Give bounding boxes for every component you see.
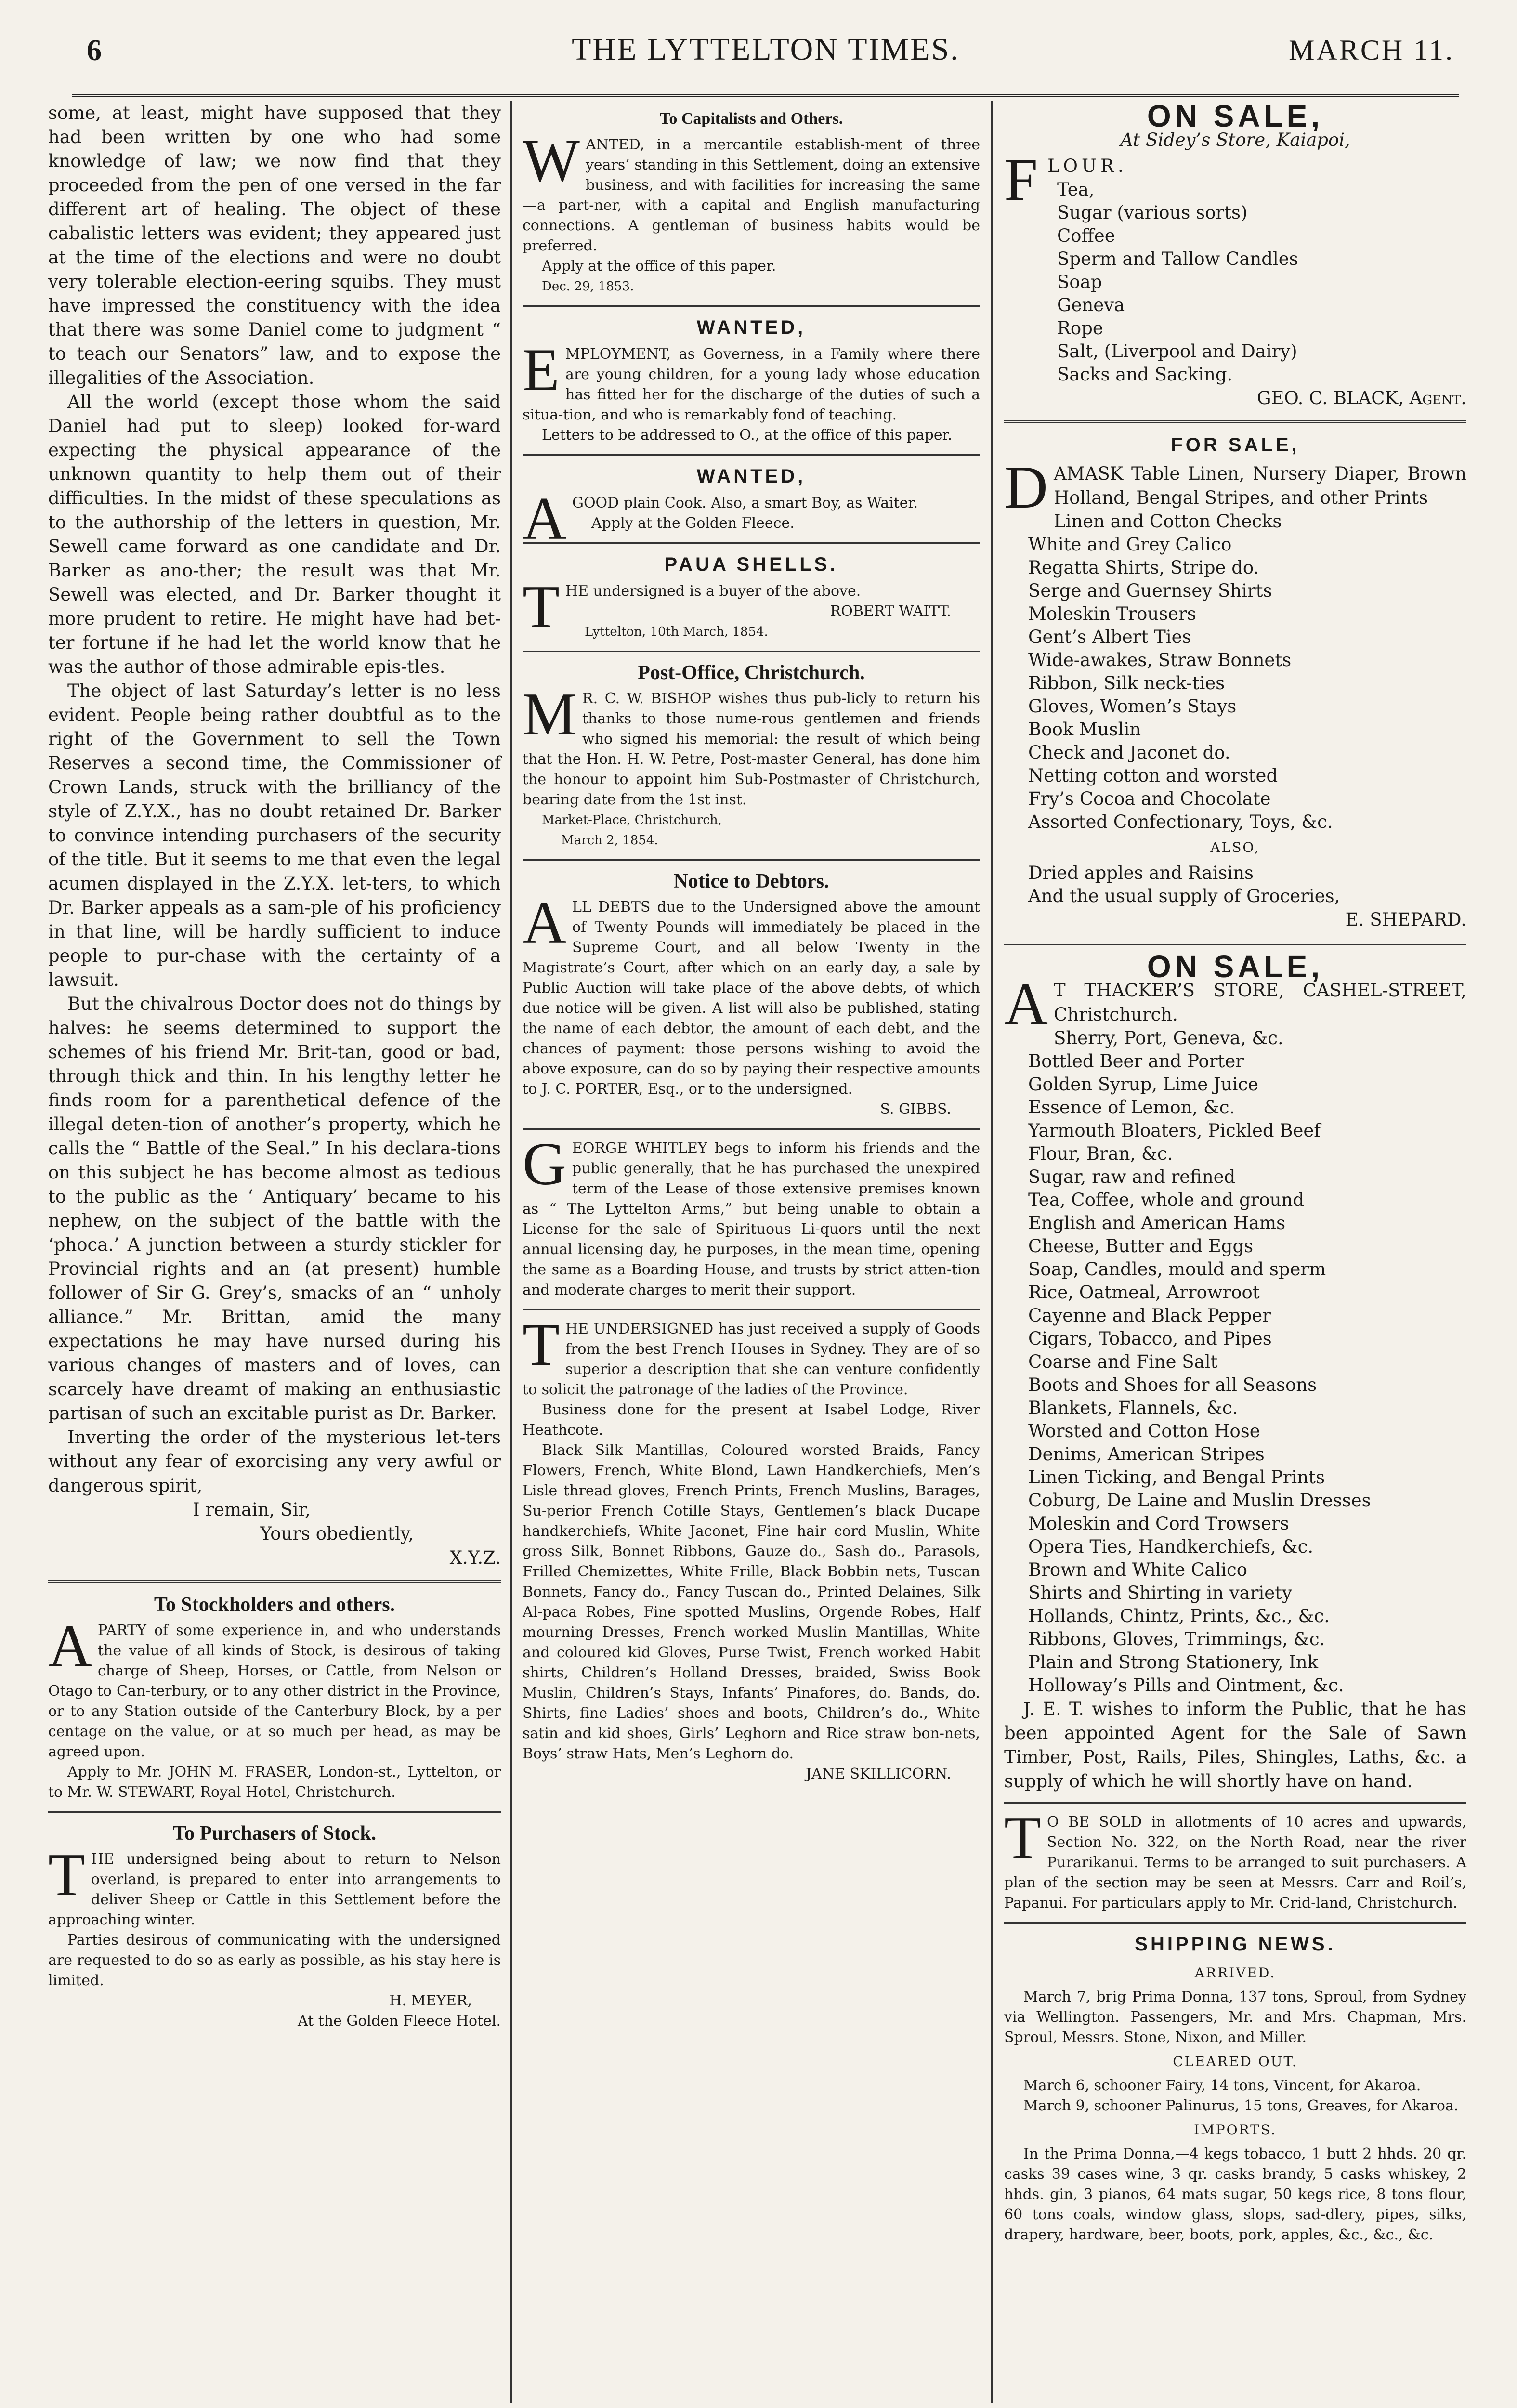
list-item: Bottled Beer and Porter [1028, 1051, 1244, 1072]
ad-body: EMPLOYMENT, as Governess, in a Family where there are young children, for a young lady whose education has fitted her for the discharge of the duties of such a situa-tion, and who is remarkably fond of teaching. [523, 337, 980, 423]
ship-entry: March 7, brig Prima Donna, 137 tons, Sproul, from Sydney via Wellington. Passengers, Mr. and Mrs. Chapman, Mrs. Sproul, Messrs. Stone, Nixon, and Miller. [1004, 1989, 1466, 2046]
section-rule [1004, 942, 1466, 945]
list-item: Sperm and Tallow Candles [1057, 249, 1298, 269]
list-item: Holloway’s Pills and Ointment, &c. [1028, 1675, 1344, 1696]
list-item: Tea, Coffee, whole and ground [1028, 1190, 1305, 1210]
letter-signature: X.Y.Z. [449, 1547, 501, 1568]
list-item: Brown and White Calico [1028, 1559, 1248, 1580]
list-item: Golden Syrup, Lime Juice [1028, 1074, 1259, 1095]
list-item: Cigars, Tobacco, and Pipes [1028, 1328, 1272, 1349]
list-item: Rice, Oatmeal, Arrowroot [1028, 1282, 1260, 1303]
list-item: Flour, Bran, &c. [1028, 1143, 1173, 1164]
list-item: Sherry, Port, Geneva, &c. [1054, 1028, 1283, 1048]
ad-body: THE UNDERSIGNED has just received a supply of Goods from the best French Houses in Sydney. They are of so superior a description that she can venture confidently to solicit the patronage of the ladies of the Province. [523, 1311, 980, 1398]
list-item: Cheese, Butter and Eggs [1028, 1236, 1254, 1256]
goods-list [1004, 862, 1466, 908]
letter-paragraph: But the chivalrous Doctor does not do things by halves: he seems determined to support the schemes of his friend Mr. Brit-tan, good or bad, through thick and thin. In his lengthy letter he finds room for a parenthetical defence of the illegal deten-tion of another’s property, which he calls the “ Battle of the Seal.” In his declara-tions on this subject he has become almost as tedious to the public as the ‘ Antiquary’ became to his nephew, on the subject of the battle with the ‘phoca.’ A junction between a sturdy stickler for Provincial rights and an (at present) humble follower of Sir G. Grey’s, smacks of an “ unholy alliance.” Mr. Brittan, amid the many expectations he may have nursed during his various changes of masters and of loves, can scarcely have dreamt of making an enthusiastic partisan of such an excitable purist as Dr. Barker. [48, 994, 501, 1424]
list-item: Serge and Guernsey Shirts [1028, 580, 1272, 601]
page-header [72, 29, 1459, 87]
list-item: Sugar, raw and refined [1028, 1166, 1236, 1187]
list-item: Dried apples and Raisins [1028, 863, 1254, 883]
ad-date: Dec. 29, 1853. [542, 279, 634, 294]
section-rule [1004, 420, 1466, 423]
column-2 [523, 101, 980, 1784]
ad-signature: JANE SKILLICORN. [806, 1766, 951, 1782]
subheading: IMPORTS. [1194, 2122, 1277, 2138]
list-item: Coburg, De Laine and Muslin Dresses [1028, 1490, 1371, 1511]
header-rule [72, 94, 1459, 97]
ad-heading: Post-Office, Christchurch. [638, 662, 865, 684]
list-item: Gent’s Albert Ties [1028, 627, 1191, 647]
ad-first-item: FLOUR. [1004, 146, 1127, 213]
list-item: Linen Ticking, and Bengal Prints [1028, 1467, 1325, 1488]
ad-first-item: AT THACKER’S STORE, CASHEL-STREET, Christchurch. [1004, 971, 1466, 1038]
subheading: CLEARED OUT. [1173, 2054, 1298, 2069]
ad-body: TO BE SOLD in allotments of 10 acres and upwards, Section No. 322, on the North Road, near the river Purarikanui. Terms to be arranged to suit purchasers. A plan of the section may be seen at Messrs. Carr and Roil’s, Papanui. For particulars apply to Mr. Crid-land, Christchurch. [1004, 1805, 1466, 1911]
list-item: Cayenne and Black Pepper [1028, 1305, 1271, 1326]
section-rule [48, 1580, 501, 1583]
section-rule [523, 1128, 980, 1130]
letter-paragraph: some, at least, might have supposed that they had been written by one who had some knowledge of law; we now find that they proceeded from the pen of one versed in the far different art of healing. The object of these cabalistic letters was evident; they appeared just at the time of the elections and were no doubt very tolerable election-eering squibs. They must have impressed the constituency with the idea that there was some Daniel come to judgment “ to teach our Senators” law, and to expose the illegalities of the Association. [48, 103, 501, 388]
list-item: Ribbons, Gloves, Trimmings, &c. [1028, 1629, 1325, 1649]
column-divider [991, 101, 993, 2403]
list-item: Sugar (various sorts) [1057, 202, 1248, 223]
list-item: White and Grey Calico [1028, 534, 1232, 555]
ad-also: ALSO, [1210, 839, 1260, 855]
goods-list: Black Silk Mantillas, Coloured worsted Braids, Fancy Flowers, French, White Blond, Lawn Handkerchiefs, Men’s Lisle thread gloves, French Prints, French Muslins, Barages, Su-perior French Cotille Stays, Gentlemen’s black Ducape handkerchiefs, White Jaconet, Fine hair cord Muslin, White gross Silk, Bonnet Ribbons, Gauze do., Sash do., Parasols, Frilled Chemizettes, White Frille, Black Bobbin nets, Tuscan Bonnets, Fancy do., Fancy Tuscan do., Printed Delaines, Silk Al-paca Robes, Fine spotted Muslins, Orgende Robes, Half mourning Dresses, French worked Muslin Mantillas, White and coloured kid Gloves, Purse Twist, French worked Habit shirts, Children’s Holland Dresses, braided, Swiss Book Muslin, Children’s Stays, Infants’ Pinafores, do. Bands, do. Shirts, fine Ladies’ shoes and boots, Children’s do., White satin and kid shoes, Girls’ Leghorn and Rice straw bon-nets, Boys’ straw Hats, Men’s Leghorn do. [523, 1442, 980, 1762]
goods-list [1004, 1027, 1466, 1697]
newspaper-title: THE LYTTELTON TIMES. [572, 32, 960, 67]
ad-body: APARTY of some experience in, and who understands the value of all kinds of Stock, is desirous of taking charge of Sheep, Horses, or Cattle, from Nelson or Otago to Can-terbury, or to any other district in the Province, or to any Station outside of the Canterbury Block, by a per centage on the value, or at so much per head, as may be agreed upon. [48, 1613, 501, 1760]
list-item: Check and Jaconet do. [1028, 742, 1230, 763]
issue-date: MARCH 11. [1289, 34, 1454, 66]
ad-signature: S. GIBBS. [880, 1101, 951, 1118]
section-rule [523, 305, 980, 307]
ad-signature: GEO. C. BLACK, Agent. [1256, 388, 1466, 408]
ad-heading: To Purchasers of Stock. [172, 1822, 377, 1845]
list-item: Rope [1057, 318, 1103, 339]
ad-date: March 2, 1854. [561, 833, 658, 848]
ad-apply: Letters to be addressed to O., at the office of this paper. [542, 427, 953, 444]
ad-heading: PAUA SHELLS. [664, 554, 838, 575]
ad-apply: Apply to Mr. JOHN M. FRASER, London-st., Lyttelton, or to Mr. W. STEWART, Royal Hotel, Christchurch. [48, 1764, 501, 1801]
list-item: English and American Hams [1028, 1213, 1286, 1233]
list-item: Soap [1057, 272, 1102, 292]
section-heading: SHIPPING NEWS. [1135, 1934, 1336, 1955]
letter-closing: I remain, Sir, [193, 1499, 311, 1520]
list-item: Moleskin and Cord Trowsers [1028, 1513, 1289, 1534]
ad-heading: WANTED, [696, 466, 806, 487]
ship-entry: In the Prima Donna,—4 kegs tobacco, 1 butt 2 hhds. 20 qr. casks 39 cases wine, 3 qr. casks brandy, 5 casks whiskey, 2 hhds. gin, 3 pianos, 64 mats sugar, 50 kegs rice, 8 tons flour, 60 tons coals, window glass, slops, sad-dlery, pipes, silks, drapery, hardware, beer, boots, pork, apples, &c., &c., &c. [1004, 2146, 1466, 2243]
section-rule [523, 859, 980, 861]
list-item: Yarmouth Bloaters, Pickled Beef [1028, 1120, 1321, 1141]
ad-signature: H. MEYER, [389, 1992, 472, 2009]
ad-body: THE undersigned is a buyer of the above. [523, 574, 861, 641]
list-item: Tea, [1057, 179, 1095, 200]
list-item: Moleskin Trousers [1028, 603, 1196, 624]
column-3 [1004, 101, 1466, 2245]
section-rule [523, 542, 980, 544]
list-item: Assorted Confectionary, Toys, &c. [1028, 811, 1333, 832]
list-item: Ribbon, Silk neck-ties [1028, 673, 1225, 694]
section-rule [523, 651, 980, 652]
section-rule [48, 1811, 501, 1813]
section-rule [1004, 1922, 1466, 1924]
subheading: ARRIVED. [1194, 1965, 1276, 1981]
ad-heading: ON SALE, [1147, 99, 1324, 133]
ad-apply: Apply at the office of this paper. [542, 258, 776, 275]
list-item: And the usual supply of Groceries, [1028, 886, 1340, 906]
ad-heading: ON SALE, [1147, 949, 1324, 984]
ad-first-item: DAMASK Table Linen, Nursery Diaper, Brown Holland, Bengal Stripes, and other Prints [1004, 454, 1466, 521]
ship-entry: March 6, schooner Fairy, 14 tons, Vincent, for Akaroa. [1023, 2077, 1421, 2094]
ship-entry: March 9, schooner Palinurus, 15 tons, Greaves, for Akaroa. [1023, 2097, 1459, 2114]
ad-body: AGOOD plain Cook. Also, a smart Boy, as Waiter. [523, 485, 918, 552]
goods-list [1004, 510, 1466, 834]
list-item: Geneva [1057, 295, 1125, 315]
ad-subheading: At Sidey’s Store, Kaiapoi, [1120, 130, 1350, 150]
ad-body: ALL DEBTS due to the Undersigned above the amount of Twenty Pounds will immediately be placed in the Supreme Court, and all below Twenty in the Magistrate’s Court, after which on an early day, a sale by Public Auction will take place of the above debts, of which due notice will be given. A list will also be published, stating the name of each debtor, the amount of each debt, and the chances of payment: those persons wishing to avoid the above exposure, can do so by paying their respective amounts to J. C. PORTER, Esq., or to the undersigned. [523, 890, 980, 1098]
list-item: Shirts and Shirting in variety [1028, 1583, 1292, 1603]
section-rule [523, 1309, 980, 1310]
ad-body: Business done for the present at Isabel Lodge, River Heathcote. [523, 1401, 980, 1439]
ad-signature: E. SHEPARD. [1345, 909, 1466, 930]
letter-paragraph: The object of last Saturday’s letter is no less evident. People being rather doubtful as to the right of the Government to sell the Town Reserves a second time, the Commissioner of Crown Lands, struck with the brilliancy of the style of Z.Y.X., has no doubt retained Dr. Barker to convince intending purchasers of the security of the title. But it seems to me that even the legal acumen displayed in the Z.Y.X. let-ters, to which Dr. Barker appeals as a sam-ple of his proficiency in that line, will be hardly sufficient to induce people to pur-chase with the certainty of a lawsuit. [48, 681, 501, 990]
ad-body: GEORGE WHITLEY begs to inform his friends and the public generally, that he has purchased the unexpired term of the Lease of those extensive premises known as “ The Lyttelton Arms,” but being unable to obtain a License for the sale of Spirituous Li-quors until the next annual licensing day, he purposes, in the mean time, opening the same as a Boarding House, and trusts by strict atten-tion and moderate charges to merit their support. [523, 1131, 980, 1298]
list-item: Soap, Candles, mould and sperm [1028, 1259, 1326, 1280]
ad-heading: To Capitalists and Others. [659, 110, 843, 128]
list-item: Sacks and Sacking. [1057, 364, 1233, 385]
letter-paragraph: All the world (except those whom the said Daniel had put to sleep) looked for-ward expecting the physical appearance of the unknown quantity to help them out of their difficulties. In the midst of these speculations as to the authorship of the letters in question, Mr. Sewell came forward as one candidate and Dr. Barker as ano-ther; the result was that Mr. Sewell was elected, and Dr. Barker thought it more prudent to retire. He might have had bet-ter fortune if he had let the world know that he was the author of those admirable epis-tles. [48, 392, 501, 677]
section-rule [523, 454, 980, 456]
letter-paragraph: Inverting the order of the mysterious let-ters without any fear of exorcising any very awful or dangerous spirit, [48, 1427, 501, 1496]
ad-heading: WANTED, [696, 317, 806, 338]
ad-note: J. E. T. wishes to inform the Public, that he has been appointed Agent for the Sale of Sawn Timber, Post, Rails, Piles, Shingles, Laths, &c. a supply of which he will shortly have on hand. [1004, 1699, 1466, 1792]
letter-closing: Yours obediently, [260, 1523, 414, 1544]
ad-place: Market-Place, Christchurch, [542, 813, 722, 827]
list-item: Gloves, Women’s Stays [1028, 696, 1237, 717]
column-1 [48, 101, 501, 2031]
ad-date: Lyttelton, 10th March, 1854. [584, 625, 768, 639]
ad-body: THE undersigned being about to return to Nelson overland, is prepared to enter into arrangements to deliver Sheep or Cattle in this Settlement before the approaching winter. [48, 1842, 501, 1928]
list-item: Boots and Shoes for all Seasons [1028, 1374, 1317, 1395]
list-item: Coarse and Fine Salt [1028, 1351, 1218, 1372]
ad-body: WANTED, in a mercantile establish-ment of three years’ standing in this Settlement, doing an extensive business, and with facilities for increasing the same—a part-ner, with a capital and English manufacturing connections. A gentleman of business habits would be preferred. [523, 127, 980, 254]
ad-signature: At the Golden Fleece Hotel. [297, 2013, 501, 2029]
ad-body: Parties desirous of communicating with the undersigned are requested to do so as early as possible, as his stay here is limited. [48, 1932, 501, 1989]
ad-heading: FOR SALE, [1171, 434, 1300, 456]
list-item: Regatta Shirts, Stripe do. [1028, 557, 1259, 578]
list-item: Worsted and Cotton Hose [1028, 1421, 1260, 1441]
list-item: Salt, (Liverpool and Dairy) [1057, 341, 1297, 362]
page-number: 6 [87, 34, 102, 67]
list-item: Plain and Strong Stationery, Ink [1028, 1652, 1319, 1673]
column-divider [510, 101, 512, 2403]
section-rule [1004, 1802, 1466, 1804]
list-item: Coffee [1057, 225, 1115, 246]
ad-heading: Notice to Debtors. [673, 870, 829, 892]
goods-list [1004, 178, 1466, 386]
list-item: Hollands, Chintz, Prints, &c., &c. [1028, 1606, 1330, 1626]
ad-apply: Apply at the Golden Fleece. [591, 515, 795, 532]
list-item: Book Muslin [1028, 719, 1141, 740]
list-item: Blankets, Flannels, &c. [1028, 1398, 1238, 1418]
ad-body: MR. C. W. BISHOP wishes thus pub-licly to return his thanks to those nume-rous gentlemen and friends who signed his memorial: the result of which being that the Hon. H. W. Petre, Post-master General, has done him the honour to appoint him Sub-Postmaster of Christchurch, bearing date from the 1st inst. [523, 681, 980, 808]
list-item: Essence of Lemon, &c. [1028, 1097, 1235, 1118]
list-item: Wide-awakes, Straw Bonnets [1028, 650, 1292, 670]
list-item: Fry’s Cocoa and Chocolate [1028, 788, 1271, 809]
list-item: Linen and Cotton Checks [1054, 511, 1282, 532]
list-item: Opera Ties, Handkerchiefs, &c. [1028, 1536, 1314, 1557]
list-item: Denims, American Stripes [1028, 1444, 1265, 1465]
list-item: Netting cotton and worsted [1028, 765, 1278, 786]
ad-heading: To Stockholders and others. [154, 1594, 395, 1616]
ad-signature: ROBERT WAITT. [830, 603, 951, 620]
